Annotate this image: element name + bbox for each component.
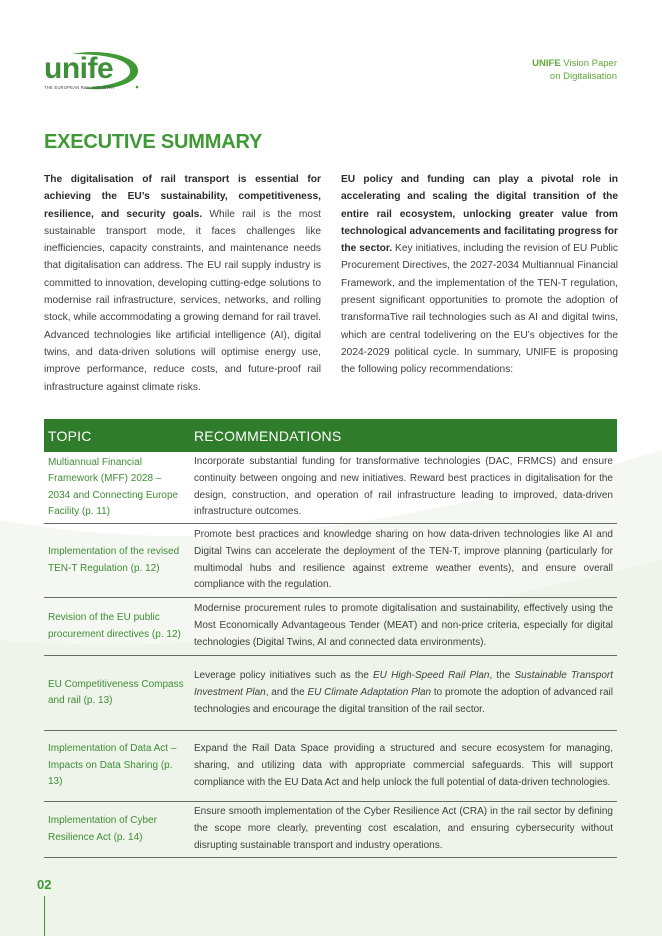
table-row <box>44 656 617 731</box>
topic-cell: EU Competitiveness Compass and rail (p. 13) <box>44 656 190 731</box>
rec-text: , and the <box>265 686 308 698</box>
unife-logo <box>42 50 142 92</box>
logo-wordmark: unife <box>44 52 114 85</box>
table-row <box>44 452 617 524</box>
rec-text: to promote the adoption of advanced rail technologies and encourage the digital transition of the rail sector. <box>194 686 613 715</box>
topic-cell: Implementation of the revised TEN-T Regulation (p. 12) <box>44 524 190 598</box>
rec-italic-plan: EU High-Speed Rail Plan <box>373 669 490 681</box>
intro-left-column <box>44 171 321 396</box>
page-number-rule <box>44 896 45 936</box>
recommendation-cell <box>190 656 617 731</box>
topic-cell: Implementation of Data Act – Impacts on Data Sharing (p. 13) <box>44 731 190 802</box>
page-title: EXECUTIVE SUMMARY <box>44 131 263 153</box>
logo-tagline: THE EUROPEAN RAIL INDUSTRY <box>44 85 116 90</box>
page-number: 02 <box>37 877 52 892</box>
table-row <box>44 731 617 802</box>
table-row <box>44 524 617 598</box>
recommendation-cell: Incorporate substantial funding for transformative technologies (DAC, FRMCS) and ensure continuity between ongoing and new initiatives. Reward best practices in digitalisation for the design, construction, and operation of rail infrastructure leading to improved, data-driven infrastructure outcomes. <box>190 452 617 524</box>
header-title-rest: Vision Paper <box>560 58 617 69</box>
rec-italic-plan: EU Climate Adaptation Plan <box>307 686 432 698</box>
table-row <box>44 598 617 656</box>
rec-text: , the <box>489 669 515 681</box>
rec-italic-plan: Sustainable Transport Investment Plan <box>194 669 613 698</box>
topic-column-header: TOPIC <box>44 419 190 452</box>
intro-right-column <box>341 171 618 379</box>
recommendations-table <box>44 419 617 858</box>
intro-left-bold: The digitalisation of rail transport is essential for achieving the EU’s sustainability, competitiveness, resilience, and security goals. <box>44 174 321 220</box>
header-title-bold: UNIFE <box>532 58 561 69</box>
intro-left-text: While rail is the most sustainable transport mode, it faces challenges like inefficiencies, capacity constraints, and maintenance needs that digitalisation can address. The EU rail supply industry is committed to innovation, developing cutting-edge solutions to modernise rail infrastructure, services, networks, and rolling stock, while accommodating a growing demand for rail travel. Advanced technologies like artificial intelligence (AI), digital twins, and data-driven solutions will optimise energy use, improve performance, reduce costs, and future-proof rail infrastructure against climate risks. <box>44 208 321 393</box>
intro-right-bold: EU policy and funding can play a pivotal role in accelerating and scaling the digital transition of the entire rail ecosystem, unlocking greater value from technological advancements and facilitating progress for the sector. <box>341 174 618 255</box>
recommendation-cell: Modernise procurement rules to promote digitalisation and sustainability, effectively using the Most Economically Advantageous Tender (MEAT) and non-price criteria, especially for digital technologies (Digital Twins, AI and connected data environments). <box>190 598 617 656</box>
document-title <box>532 57 617 83</box>
recommendation-cell: Expand the Rail Data Space providing a structured and secure ecosystem for managing, sharing, and utilizing data with appropriate commercial safeguards. This will support compliance with the EU Data Act and help unlock the full potential of data-driven technologies. <box>190 731 617 802</box>
header-title-line2: on Digitalisation <box>549 71 617 82</box>
recommendation-cell: Ensure smooth implementation of the Cyber Resilience Act (CRA) in the rail sector by defining the scope more clearly, preventing cost escalation, and ensuring cybersecurity without disrupting sustainable transport and industry operations. <box>190 802 617 858</box>
recommendation-cell: Promote best practices and knowledge sharing on how data-driven technologies like AI and Digital Twins can accelerate the deployment of the TEN-T, improve planning (particularly for multimodal hubs and resilience against extreme weather events), and ensure overall compliance with the regulation. <box>190 524 617 598</box>
topic-cell: Revision of the EU public procurement directives (p. 12) <box>44 598 190 656</box>
table-row <box>44 802 617 858</box>
rec-text: Leverage policy initiatives such as the <box>194 669 374 681</box>
table-header-row <box>44 419 617 452</box>
recommendations-column-header: RECOMMENDATIONS <box>190 419 617 452</box>
topic-cell: Multiannual Financial Framework (MFF) 2028 – 2034 and Connecting Europe Facility (p. 11) <box>44 452 190 524</box>
intro-right-text: Key initiatives, including the revision of EU Public Procurement Directives, the 2027-2034 Multiannual Financial Framework, and the implementation of the TEN-T regulation, present significant opportunities to promote the adoption of transformaTive rail technologies such as AI and digital twins, which are central todelivering on the EU’s objectives for the 2024-2029 political cycle. In summary, UNIFE is proposing the following policy recommendations: <box>341 243 618 376</box>
topic-cell: Implementation of Cyber Resilience Act (p. 14) <box>44 802 190 858</box>
